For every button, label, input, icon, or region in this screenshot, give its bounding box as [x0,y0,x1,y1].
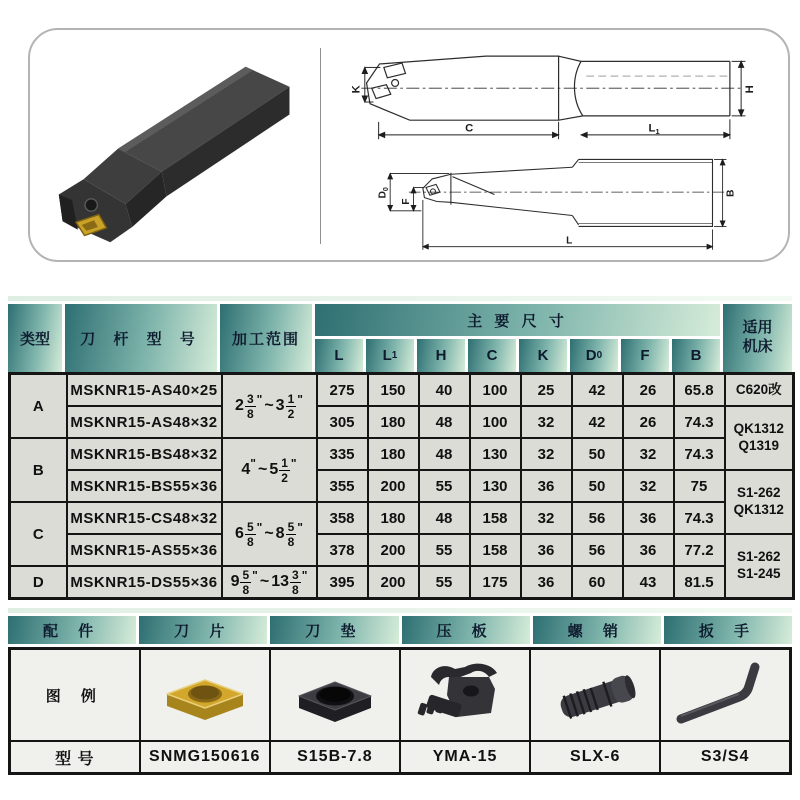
col-header-dim-C: C [468,339,516,372]
spec-cell-type: D [10,566,67,599]
spec-cell-type: B [10,438,67,502]
spec-cell-dim-H: 40 [419,374,470,407]
acc-header-4: 螺 销 [533,616,661,644]
spec-cell-dim-C: 158 [470,502,521,534]
col-header-dim-L1: L 1 [366,339,414,372]
spec-cell-dim-H: 55 [419,470,470,502]
spec-cell-dim-D0: 60 [572,566,623,599]
side-view-drawing [330,38,782,147]
table-row [10,502,794,534]
spec-cell-dim-L1: 200 [368,534,419,566]
spec-cell-dim-K: 25 [521,374,572,407]
table-top-strip [8,608,792,613]
spec-cell-model: MSKNR15-BS48×32 [67,438,222,470]
spec-cell-dim-F: 26 [623,374,674,407]
spec-cell-dim-B: 77.2 [674,534,725,566]
acc-header-5: 扳 手 [664,616,792,644]
col-header-dims: 主 要 尺 寸 [315,304,720,336]
col-header-dim-B: B [672,339,720,372]
spec-cell-model: MSKNR15-AS40×25 [67,374,222,407]
spec-cell-dim-L: 395 [317,566,368,599]
top-view-drawing [330,147,782,256]
panel-divider [320,48,321,244]
col-header-dim-D0: D 0 [570,339,618,372]
spec-cell-dim-H: 48 [419,502,470,534]
spec-cell-dim-B: 74.3 [674,438,725,470]
spec-cell-model: MSKNR15-DS55×36 [67,566,222,599]
dim-label-F: F [400,198,412,205]
acc-header-1: 刀 片 [139,616,267,644]
spec-cell-dim-D0: 42 [572,406,623,438]
spec-cell-dim-L: 335 [317,438,368,470]
accessory-legend-shim-icon [270,649,400,742]
table-row [10,566,794,599]
spec-cell-range: 4" ~ 5 $\frac{1}{2}$ " [222,438,317,502]
spec-cell-dim-C: 130 [470,438,521,470]
insert-icon [145,656,265,734]
col-header-machine: 适用 机床 [723,304,792,372]
spec-cell-dim-F: 43 [623,566,674,599]
spec-cell-machine: QK1312 Q1319 [725,406,794,470]
clamp-screw-detail [85,199,97,211]
accessory-model: YMA-15 [400,741,530,774]
spec-cell-dim-F: 32 [623,470,674,502]
spec-cell-dim-L1: 180 [368,438,419,470]
spec-cell-dim-B: 81.5 [674,566,725,599]
tool-holder-3d-render [34,32,320,256]
spec-cell-dim-K: 32 [521,438,572,470]
spec-cell-dim-L1: 200 [368,566,419,599]
spec-cell-model: MSKNR15-CS48×32 [67,502,222,534]
spec-cell-dim-L: 305 [317,406,368,438]
spec-cell-dim-L1: 150 [368,374,419,407]
dimension-drawings [330,38,782,256]
legend-row-label: 图 例 [10,649,140,742]
dim-label-L1: $L_1$ [648,122,660,137]
dim-label-H: H [744,85,757,94]
spec-cell-dim-B: 74.3 [674,406,725,438]
spec-cell-dim-H: 48 [419,406,470,438]
accessories-table [8,608,792,775]
dim-label-C: C [465,122,474,135]
dim-label-B: B [725,189,737,197]
spec-cell-dim-K: 36 [521,534,572,566]
spec-cell-dim-C: 158 [470,534,521,566]
spec-cell-dim-D0: 50 [572,438,623,470]
spec-cell-dim-K: 32 [521,406,572,438]
spec-cell-range: 2 $\frac{3}{8}$ " ~ 3 $\frac{1}{2}$ " [222,374,317,439]
spec-cell-dim-L1: 180 [368,406,419,438]
spec-cell-dim-B: 74.3 [674,502,725,534]
spec-cell-dim-H: 55 [419,566,470,599]
spec-cell-dim-H: 48 [419,438,470,470]
accessory-model: S3/S4 [660,741,790,774]
spec-cell-dim-C: 175 [470,566,521,599]
spec-cell-range: 9 $\frac{5}{8}$ " ~ 13 $\frac{3}{8}$ " [222,566,317,599]
spec-cell-model: MSKNR15-AS48×32 [67,406,222,438]
acc-header-0: 配 件 [8,616,136,644]
shim-icon [275,656,395,734]
spec-table-body [8,372,795,600]
table-row [10,534,794,566]
col-header-type: 类型 [8,304,62,372]
spec-cell-dim-L1: 180 [368,502,419,534]
accessories-body [8,647,792,775]
pin-icon [535,655,655,735]
accessory-model: SLX-6 [530,741,660,774]
dim-label-L: L [566,235,573,247]
col-header-dim-L: L [315,339,363,372]
spec-cell-type: C [10,502,67,566]
acc-header-2: 刀 垫 [270,616,398,644]
accessory-model: SNMG150616 [140,741,270,774]
accessories-header [8,616,792,644]
col-header-range: 加工范围 [220,304,312,372]
spec-cell-machine: S1-262 S1-245 [725,534,794,599]
spec-cell-dim-D0: 42 [572,374,623,407]
spec-cell-dim-L1: 200 [368,470,419,502]
spec-cell-machine: C620改 [725,374,794,407]
spec-cell-dim-K: 32 [521,502,572,534]
wrench-icon [665,655,785,735]
spec-cell-dim-H: 55 [419,534,470,566]
spec-cell-range: 6 $\frac{5}{8}$ " ~ 8 $\frac{5}{8}$ " [222,502,317,566]
col-header-dim-K: K [519,339,567,372]
spec-cell-dim-C: 100 [470,406,521,438]
spec-cell-type: A [10,374,67,439]
spec-cell-dim-L: 358 [317,502,368,534]
spec-cell-dim-B: 75 [674,470,725,502]
spec-cell-dim-B: 65.8 [674,374,725,407]
model-row-label: 型 号 [10,741,140,774]
accessory-legend-wrench-icon [660,649,790,742]
accessory-model: S15B-7.8 [270,741,400,774]
table-row [10,470,794,502]
col-header-dim-F: F [621,339,669,372]
table-row [10,374,794,407]
spec-cell-dim-F: 26 [623,406,674,438]
spec-cell-dim-F: 32 [623,438,674,470]
spec-cell-dim-F: 36 [623,502,674,534]
spec-cell-dim-L: 378 [317,534,368,566]
accessory-legend-insert-icon [140,649,270,742]
clamp-icon [405,655,525,735]
col-header-model: 刀 杆 型 号 [65,304,217,372]
dim-label-D0: $D_0$ [377,187,390,199]
spec-table [8,296,792,600]
accessory-legend-pin-icon [530,649,660,742]
spec-cell-dim-C: 130 [470,470,521,502]
dim-label-K: K [350,85,363,94]
spec-cell-dim-L: 275 [317,374,368,407]
spec-cell-dim-C: 100 [470,374,521,407]
product-drawings-panel [28,28,790,262]
spec-cell-model: MSKNR15-AS55×36 [67,534,222,566]
table-row [10,438,794,470]
spec-cell-dim-K: 36 [521,470,572,502]
accessory-legend-clamp-icon [400,649,530,742]
acc-header-3: 压 板 [402,616,530,644]
spec-cell-machine: S1-262 QK1312 [725,470,794,534]
spec-cell-dim-D0: 50 [572,470,623,502]
spec-cell-dim-L: 355 [317,470,368,502]
spec-cell-dim-K: 36 [521,566,572,599]
spec-cell-model: MSKNR15-BS55×36 [67,470,222,502]
table-row [10,406,794,438]
spec-cell-dim-F: 36 [623,534,674,566]
spec-cell-dim-D0: 56 [572,502,623,534]
table-top-strip [8,296,792,301]
spec-table-header [8,304,792,372]
col-header-dim-H: H [417,339,465,372]
spec-cell-dim-D0: 56 [572,534,623,566]
